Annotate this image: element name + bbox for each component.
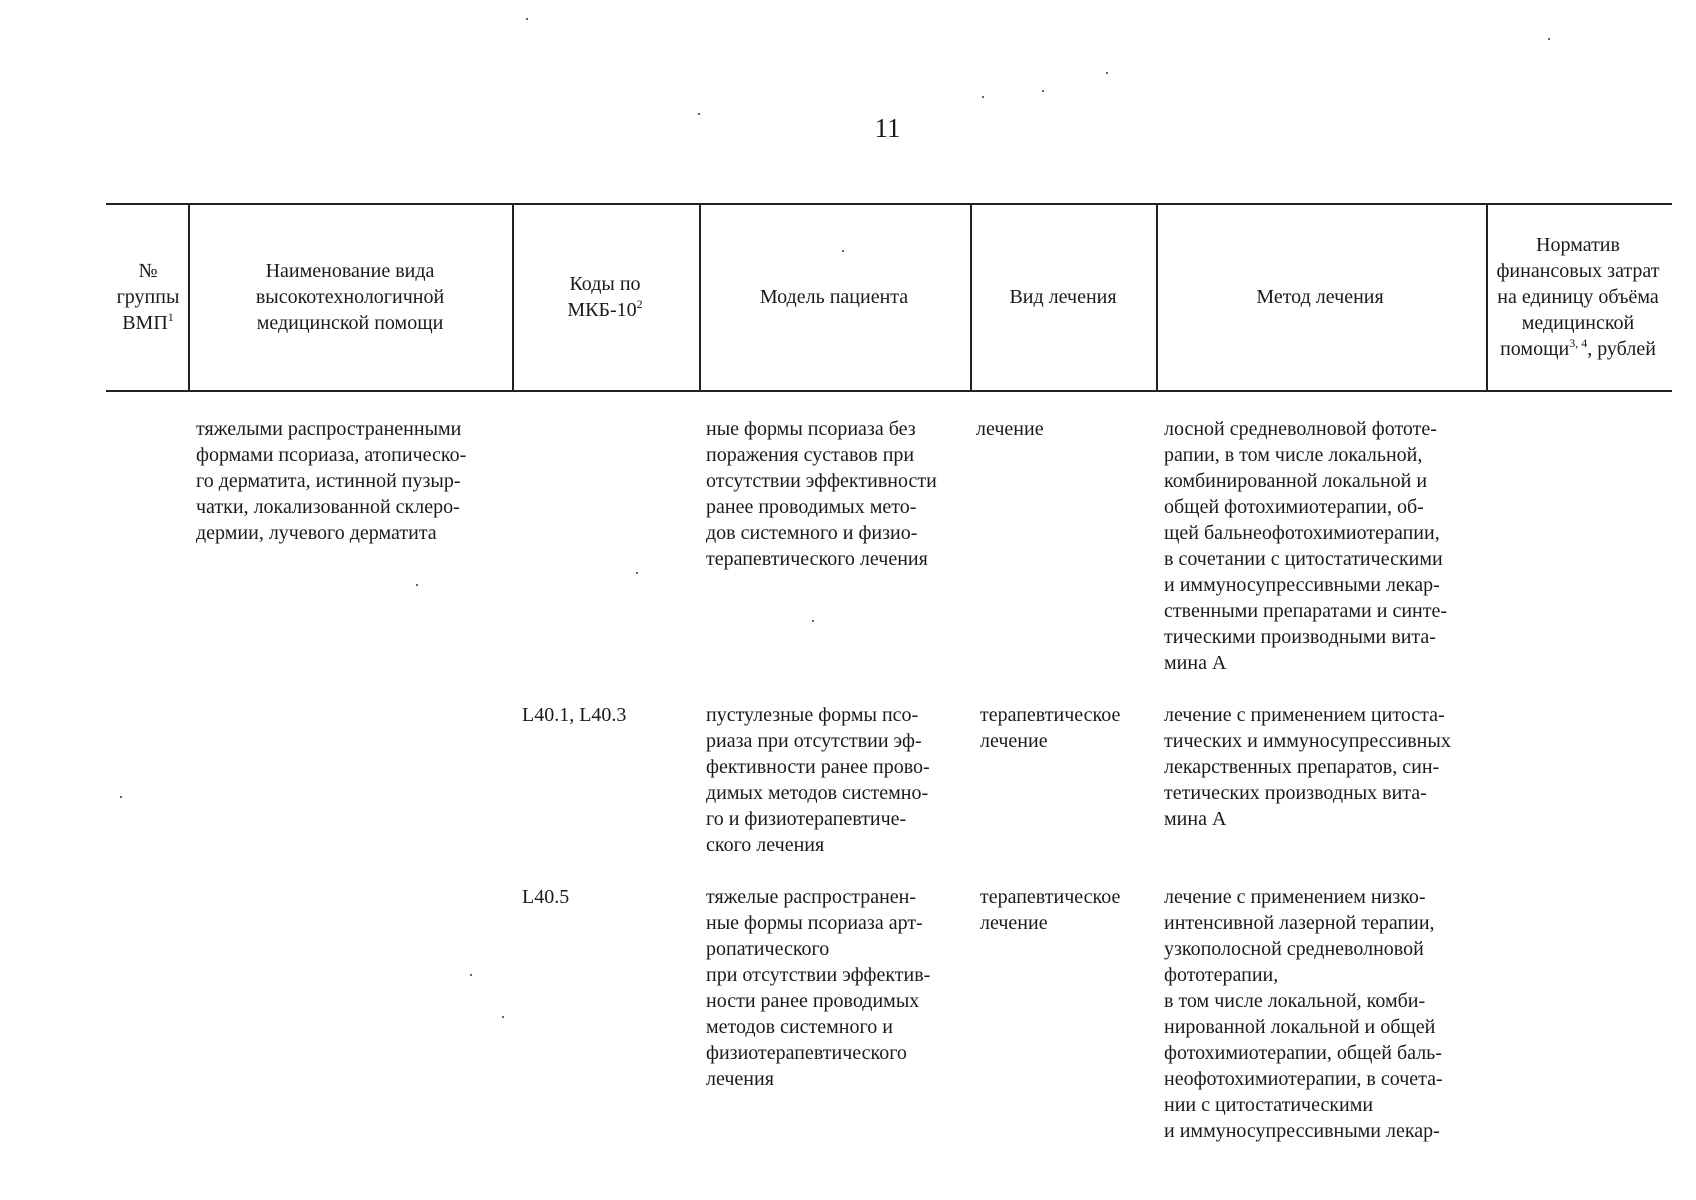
scan-speck [636, 572, 638, 574]
page-number: 11 [874, 113, 901, 143]
column-divider [699, 203, 701, 391]
row-3-patient-model: тяжелые распространен- ные формы псориаза арт- ропатического при отсутствии эффектив- ности ранее проводимых методов системного и физиотерапевтического лечения [706, 886, 931, 1090]
scan-speck [982, 96, 984, 98]
scan-speck [812, 620, 814, 622]
column-divider [970, 203, 972, 391]
scan-speck [502, 1016, 504, 1018]
header-treatment-type: Вид лечения [1009, 286, 1117, 308]
header-financial-norm: Норматив финансовых затрат на единицу объёма медицинской помощи$^{3, 4}$, рублей [1496, 234, 1660, 360]
scan-speck [1106, 72, 1108, 74]
scan-speck [1042, 90, 1044, 92]
header-treatment-method: Метод лечения [1256, 286, 1384, 308]
scan-speck [416, 584, 418, 586]
scan-speck [120, 796, 122, 798]
header-patient-model: Модель пациента [759, 286, 909, 308]
row-3-treatment-type: терапевтическое лечение [980, 886, 1121, 934]
scan-speck [698, 113, 700, 115]
row-2-treatment-method: лечение с применением цитоста- тических и иммуносупрессивных лекарственных препаратов, син- тетических производных вита- мина А [1164, 704, 1451, 830]
header-icd-codes: Коды по МКБ-$10^2$ [567, 273, 643, 321]
row-2-icd-codes: L40.1, L40.3 [522, 704, 627, 726]
scan-speck [1548, 38, 1550, 40]
scan-speck [470, 974, 472, 976]
row-2-treatment-type: терапевтическое лечение [980, 704, 1121, 752]
row-3-treatment-method: лечение с применением низко- интенсивной лазерной терапии, узкополосной средневолновой фототерапии, в том числе локальной, комби- нированной локальной и общей фотохимиотерапии, общей баль- неофотохимиотерапии, в сочета- нии с цитостатическими и иммуносупрессивными лекар- [1164, 886, 1443, 1142]
column-divider [188, 203, 190, 391]
header-group-number: № группы ВМП$^1$ [116, 260, 180, 334]
scan-speck [842, 250, 844, 252]
row-1-treatment-type: лечение [976, 418, 1044, 440]
row-2-patient-model: пустулезные формы псо- риаза при отсутствии эф- фективности ранее прово- димых методов системно- го и физиотерапевтиче- ского лечения [706, 704, 930, 856]
row-1-care-type-name: тяжелыми распространенными формами псориаза, атопическо- го дерматита, истинной пузыр- чатки, локализованной склеро- дермии, лучевого дерматита [196, 418, 467, 544]
column-divider [1156, 203, 1158, 391]
row-1-patient-model: ные формы псориаза без поражения суставов при отсутствии эффективности ранее проводимых мето- дов системного и физио- терапевтического лечения [706, 418, 937, 570]
header-care-type-name: Наименование вида высокотехнологичной медицинской помощи [255, 260, 445, 334]
scan-speck [526, 18, 528, 20]
table-header-bottom-rule [106, 390, 1672, 392]
column-divider [1486, 203, 1488, 391]
column-divider [512, 203, 514, 391]
row-1-treatment-method: лосной средневолновой фототе- рапии, в том числе локальной, комбинированной локальной и общей фотохимиотерапии, об- щей бальнеофотохимиотерапии, в сочетании с цитостатическими и иммуносупрессивными лекар- ственными препаратами и синте- тическими производными вита- мина А [1164, 418, 1448, 674]
row-3-icd-codes: L40.5 [522, 886, 570, 908]
